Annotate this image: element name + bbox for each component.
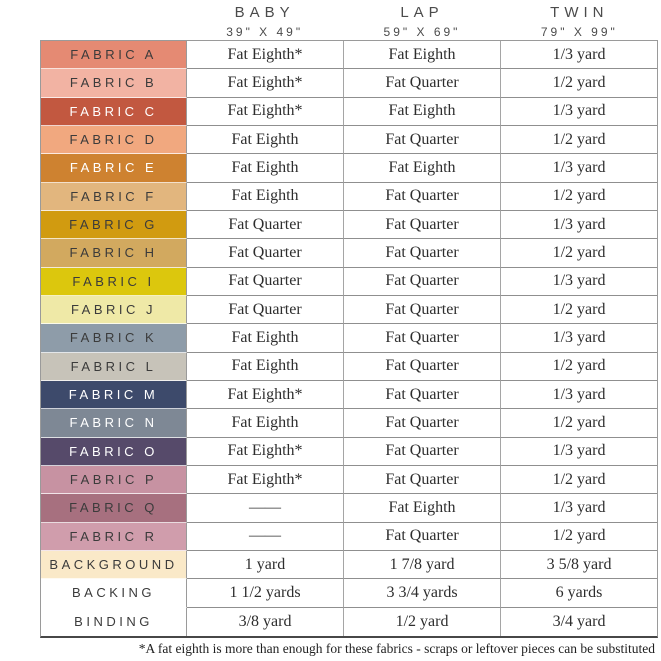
yardage-table <box>40 40 658 638</box>
fabric-label-swatch: BACKGROUND <box>41 551 187 579</box>
table-row <box>41 98 657 126</box>
fabric-label-swatch: FABRIC A <box>41 41 187 69</box>
cell-lap: Fat Quarter <box>344 523 501 551</box>
cell-lap: Fat Quarter <box>344 296 501 324</box>
size-dims-baby: 39" X 49" <box>226 24 304 39</box>
cell-twin: 1/2 yard <box>501 353 657 381</box>
cell-baby: 1 yard <box>187 551 344 579</box>
table-row <box>41 126 657 154</box>
size-name-twin: TWIN <box>550 4 609 21</box>
cell-lap: Fat Eighth <box>344 98 501 126</box>
cell-twin: 1/2 yard <box>501 69 657 97</box>
cell-baby: —— <box>187 523 344 551</box>
cell-lap: Fat Quarter <box>344 438 501 466</box>
fabric-label-swatch: FABRIC P <box>41 466 187 494</box>
table-row <box>41 324 657 352</box>
table-row <box>41 494 657 522</box>
size-dims-lap: 59" X 69" <box>383 24 461 39</box>
cell-baby: Fat Quarter <box>187 268 344 296</box>
fabric-label-swatch: FABRIC F <box>41 183 187 211</box>
cell-lap: Fat Quarter <box>344 183 501 211</box>
cell-baby: Fat Eighth* <box>187 98 344 126</box>
table-row <box>41 438 657 466</box>
cell-twin: 1/2 yard <box>501 126 657 154</box>
cell-baby: —— <box>187 494 344 522</box>
size-column-lap <box>343 4 500 40</box>
fabric-label-swatch: FABRIC C <box>41 98 187 126</box>
table-row <box>41 239 657 267</box>
table-row <box>41 353 657 381</box>
fabric-label-swatch: FABRIC J <box>41 296 187 324</box>
cell-lap: Fat Quarter <box>344 381 501 409</box>
cell-lap: Fat Quarter <box>344 69 501 97</box>
cell-lap: Fat Quarter <box>344 126 501 154</box>
table-row <box>41 409 657 437</box>
fabric-label-swatch: FABRIC G <box>41 211 187 239</box>
fabric-label-swatch: FABRIC K <box>41 324 187 352</box>
table-row <box>41 183 657 211</box>
cell-lap: 1 7/8 yard <box>344 551 501 579</box>
cell-twin: 1/3 yard <box>501 41 657 69</box>
table-row <box>41 523 657 551</box>
fabric-label-swatch: BACKING <box>41 579 187 607</box>
cell-twin: 6 yards <box>501 579 657 607</box>
cell-baby: Fat Eighth <box>187 154 344 182</box>
table-row <box>41 296 657 324</box>
cell-baby: Fat Eighth* <box>187 438 344 466</box>
fabric-label-swatch: FABRIC N <box>41 409 187 437</box>
cell-twin: 1/3 yard <box>501 438 657 466</box>
cell-lap: Fat Quarter <box>344 466 501 494</box>
cell-baby: Fat Quarter <box>187 211 344 239</box>
size-name-lap: LAP <box>400 4 444 21</box>
table-row <box>41 551 657 579</box>
cell-twin: 1/2 yard <box>501 523 657 551</box>
cell-baby: Fat Quarter <box>187 239 344 267</box>
fabric-label-swatch: FABRIC M <box>41 381 187 409</box>
cell-lap: Fat Quarter <box>344 353 501 381</box>
cell-baby: Fat Eighth <box>187 324 344 352</box>
cell-lap: Fat Quarter <box>344 239 501 267</box>
size-column-twin <box>501 4 658 40</box>
fabric-label-swatch: FABRIC E <box>41 154 187 182</box>
cell-twin: 1/3 yard <box>501 494 657 522</box>
size-header <box>186 4 658 40</box>
table-row <box>41 268 657 296</box>
cell-baby: Fat Eighth* <box>187 41 344 69</box>
table-row <box>41 211 657 239</box>
table-row <box>41 41 657 69</box>
cell-baby: Fat Eighth <box>187 353 344 381</box>
table-row <box>41 466 657 494</box>
cell-twin: 3 5/8 yard <box>501 551 657 579</box>
cell-twin: 3/4 yard <box>552 612 606 630</box>
size-column-baby <box>186 4 343 40</box>
size-name-baby: BABY <box>234 4 295 21</box>
table-row <box>41 69 657 97</box>
fabric-label-swatch: FABRIC H <box>41 239 187 267</box>
cell-lap: Fat Eighth <box>344 494 501 522</box>
cell-twin: 1/3 yard <box>501 381 657 409</box>
cell-baby: 3/8 yard <box>187 608 344 636</box>
footnote: *A fat eighth is more than enough for these fabrics - scraps or leftover pieces can be substituted <box>138 641 655 656</box>
cell-twin: 1/3 yard <box>501 154 657 182</box>
cell-twin: 1/3 yard <box>501 211 657 239</box>
fabric-label-swatch: FABRIC D <box>41 126 187 154</box>
cell-lap: Fat Quarter <box>344 268 501 296</box>
fabric-label-swatch: FABRIC Q <box>41 494 187 522</box>
fabric-label-swatch: FABRIC R <box>41 523 187 551</box>
cell-baby: Fat Eighth* <box>187 381 344 409</box>
cell-baby: Fat Eighth <box>187 183 344 211</box>
fabric-label-swatch: FABRIC O <box>41 438 187 466</box>
cell-twin: 1/2 yard <box>501 466 657 494</box>
cell-lap: Fat Eighth <box>344 41 501 69</box>
size-dims-twin: 79" X 99" <box>540 24 618 39</box>
cell-twin: 1/3 yard <box>501 324 657 352</box>
cell-baby: 1 1/2 yards <box>187 579 344 607</box>
cell-twin: 1/2 yard <box>501 239 657 267</box>
cell-lap: 1/2 yard <box>344 608 501 636</box>
table-row <box>41 579 657 607</box>
fabric-label-swatch: FABRIC B <box>41 69 187 97</box>
table-row <box>41 381 657 409</box>
table-row <box>41 154 657 182</box>
cell-lap: Fat Quarter <box>344 324 501 352</box>
cell-twin: 1/2 yard <box>501 296 657 324</box>
cell-twin: 1/2 yard <box>501 183 657 211</box>
cell-baby: Fat Quarter <box>187 296 344 324</box>
fabric-label-swatch: FABRIC L <box>41 353 187 381</box>
cell-baby: Fat Eighth <box>187 409 344 437</box>
cell-baby: Fat Eighth* <box>187 466 344 494</box>
cell-twin: 1/3 yard <box>501 98 657 126</box>
cell-twin: 1/3 yard <box>501 268 657 296</box>
cell-baby: Fat Eighth* <box>187 69 344 97</box>
cell-twin: 1/2 yard <box>501 409 657 437</box>
cell-lap: Fat Quarter <box>344 409 501 437</box>
cell-lap: 3 3/4 yards <box>344 579 501 607</box>
cell-baby: Fat Eighth <box>187 126 344 154</box>
fabric-label-swatch: FABRIC I <box>41 268 187 296</box>
cell-lap: Fat Quarter <box>344 211 501 239</box>
fabric-label-swatch: BINDING <box>41 608 187 636</box>
cell-lap: Fat Eighth <box>344 154 501 182</box>
table-row <box>41 608 657 636</box>
